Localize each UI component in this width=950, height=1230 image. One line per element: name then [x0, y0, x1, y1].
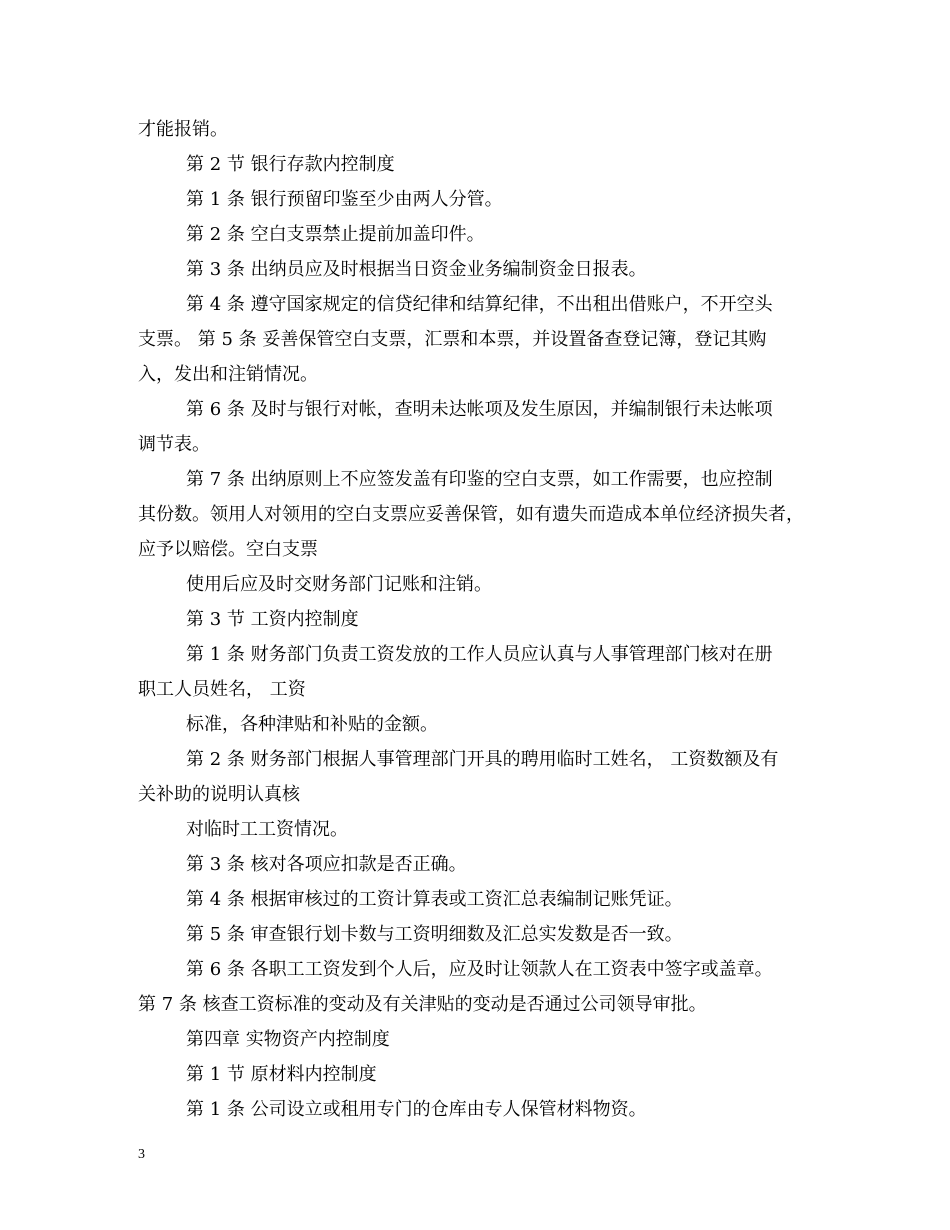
text-line: 使用后应及时交财务部门记账和注销。 — [186, 574, 492, 595]
text-line: 第 6 条 各职工工资发到个人后，应及时让领款人在工资表中签字或盖章。 — [186, 959, 773, 980]
text-line: 其份数。领用人对领用的空白支票应妥善保管，如有遗失而造成本单位经济损失者， — [138, 504, 804, 525]
text-line: 应予以赔偿。空白支票 — [138, 539, 318, 560]
text-line: 第 3 条 出纳员应及时根据当日资金业务编制资金日报表。 — [186, 259, 647, 280]
page-number: 3 — [138, 1147, 145, 1162]
text-line: 第 1 条 财务部门负责工资发放的工作人员应认真与人事管理部门核对在册 — [186, 644, 773, 665]
section-heading: 第 2 节 银行存款内控制度 — [186, 154, 395, 175]
text-line: 第 5 条 审查银行划卡数与工资明细数及汇总实发数是否一致。 — [186, 924, 683, 945]
text-line: 第 1 条 公司设立或租用专门的仓库由专人保管材料物资。 — [186, 1099, 647, 1120]
text-line: 关补助的说明认真核 — [138, 784, 300, 805]
text-line: 第 1 条 银行预留印鉴至少由两人分管。 — [186, 189, 503, 210]
text-line: 第 4 条 根据审核过的工资计算表或工资汇总表编制记账凭证。 — [186, 889, 683, 910]
text-line: 第 2 条 财务部门根据人事管理部门开具的聘用临时工姓名， 工资数额及有 — [186, 749, 779, 770]
text-line: 支票。 第 5 条 妥善保管空白支票，汇票和本票，并设置备查登记簿，登记其购 — [138, 329, 767, 350]
text-line: 职工人员姓名， 工资 — [138, 679, 306, 700]
text-line: 调节表。 — [138, 434, 210, 455]
text-line: 第 4 条 遵守国家规定的信贷纪律和结算纪律，不出租出借账户，不开空头 — [186, 294, 773, 315]
text-line: 对临时工工资情况。 — [186, 819, 348, 840]
section-heading: 第 1 节 原材料内控制度 — [186, 1064, 377, 1085]
text-line: 第 2 条 空白支票禁止提前加盖印件。 — [186, 224, 485, 245]
chapter-heading: 第四章 实物资产内控制度 — [186, 1029, 390, 1050]
text-line: 标准，各种津贴和补贴的金额。 — [186, 714, 438, 735]
text-line: 才能报销。 — [138, 119, 228, 140]
text-line: 第 3 条 核对各项应扣款是否正确。 — [186, 854, 467, 875]
section-heading: 第 3 节 工资内控制度 — [186, 609, 359, 630]
text-line: 第 7 条 出纳原则上不应签发盖有印鉴的空白支票，如工作需要，也应控制 — [186, 469, 773, 490]
text-line: 第 7 条 核查工资标准的变动及有关津贴的变动是否通过公司领导审批。 — [138, 994, 707, 1015]
text-line: 第 6 条 及时与银行对帐，查明未达帐项及发生原因，并编制银行未达帐项 — [186, 399, 773, 420]
text-line: 入，发出和注销情况。 — [138, 364, 318, 385]
